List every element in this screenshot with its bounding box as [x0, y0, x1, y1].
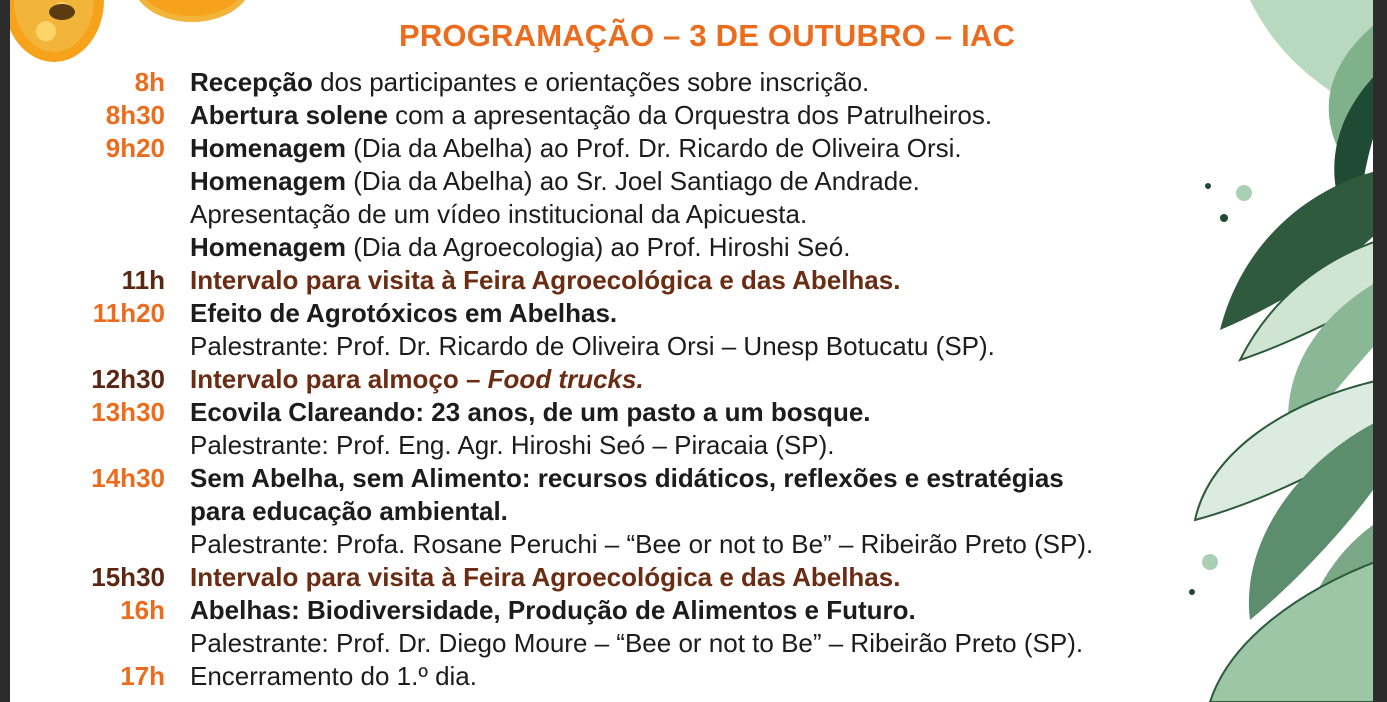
schedule-row [10, 561, 1210, 594]
schedule-row [10, 198, 1210, 231]
time-label: 13h30 [91, 397, 165, 427]
page-edge [1373, 0, 1380, 702]
schedule-row [10, 99, 1210, 132]
dot-decor [1202, 554, 1218, 570]
program-page [10, 0, 1380, 702]
schedule-text [190, 99, 992, 132]
schedule-lead: Homenagem [190, 166, 347, 196]
interval-text: Intervalo para visita à Feira Agroecológica e das Abelhas. [190, 265, 901, 295]
schedule-rest: com a apresentação da Orquestra dos Patrulheiros. [387, 100, 993, 130]
speaker-text: Palestrante: Prof. Dr. Ricardo de Oliveira Orsi – Unesp Botucatu (SP). [190, 331, 995, 361]
time-label: 16h [120, 595, 165, 625]
schedule-text [190, 165, 920, 198]
schedule-row [10, 132, 1210, 165]
schedule-lead: Abertura solene [190, 100, 388, 130]
schedule-text [190, 132, 962, 165]
schedule-row [10, 297, 1210, 330]
time-label: 11h20 [92, 298, 165, 328]
schedule-lead: Homenagem [190, 232, 347, 262]
schedule-row [10, 660, 1210, 693]
closing-text: Encerramento do 1.º dia. [190, 661, 477, 691]
speaker-text: Palestrante: Prof. Eng. Agr. Hiroshi Seó – Piracaia (SP). [190, 430, 835, 460]
time-label: 12h30 [91, 364, 165, 394]
interval-text [190, 363, 644, 396]
interval-italic: Food trucks. [487, 364, 644, 394]
dot-decor [1236, 185, 1252, 201]
talk-title: Abelhas: Biodiversidade, Produção de Alimentos e Futuro. [190, 595, 916, 625]
time-label: 15h30 [91, 562, 165, 592]
schedule-lead: Recepção [190, 67, 313, 97]
speaker-text: Palestrante: Prof. Dr. Diego Moure – “Bee or not to Be” – Ribeirão Preto (SP). [190, 628, 1084, 658]
time-label: 17h [120, 661, 165, 691]
schedule-row [10, 594, 1210, 627]
time-label: 9h20 [105, 133, 165, 163]
time-label: 11h [121, 265, 165, 295]
schedule-text [190, 66, 869, 99]
schedule-row [10, 396, 1210, 429]
interval-label: Intervalo para almoço – [190, 364, 488, 394]
schedule-row [10, 495, 1210, 528]
schedule-lead: Homenagem [190, 133, 347, 163]
time-label: 8h30 [105, 100, 165, 130]
talk-title-continued: para educação ambiental. [190, 496, 508, 526]
talk-title: Sem Abelha, sem Alimento: recursos didáticos, reflexões e estratégias [190, 463, 1064, 493]
honeycomb-badge [10, 0, 104, 62]
time-label: 8h [134, 67, 165, 97]
schedule-row [10, 231, 1210, 264]
bee-icon [49, 4, 75, 20]
schedule-text [190, 231, 850, 264]
schedule-row [10, 627, 1210, 660]
page-title: PROGRAMAÇÃO – 3 DE OUTUBRO – IAC [398, 18, 1016, 53]
schedule-rest: (Dia da Agroecologia) ao Prof. Hiroshi Seó. [346, 232, 851, 262]
schedule-row [10, 429, 1210, 462]
speaker-text: Palestrante: Profa. Rosane Peruchi – “Bee or not to Be” – Ribeirão Preto (SP). [190, 529, 1094, 559]
dot-decor [1220, 214, 1228, 222]
leaf-bottom-left [1210, 560, 1380, 702]
schedule-rest: (Dia da Abelha) ao Sr. Joel Santiago de Andrade. [346, 166, 920, 196]
schedule-rest: (Dia da Abelha) ao Prof. Dr. Ricardo de Oliveira Orsi. [346, 133, 962, 163]
talk-title: Efeito de Agrotóxicos em Abelhas. [190, 298, 618, 328]
talk-title: Ecovila Clareando: 23 anos, de um pasto a um bosque. [190, 397, 871, 427]
schedule-row [10, 66, 1210, 99]
top-decorative-circle [132, 0, 252, 22]
schedule-rest: dos participantes e orientações sobre inscrição. [312, 67, 870, 97]
schedule-row [10, 264, 1210, 297]
interval-text: Intervalo para visita à Feira Agroecológica e das Abelhas. [190, 562, 901, 592]
time-label: 14h30 [91, 463, 165, 493]
schedule-row [10, 363, 1210, 396]
schedule-row [10, 528, 1210, 561]
schedule-row [10, 330, 1210, 363]
tropical-leaves [1180, 0, 1380, 702]
schedule-list [10, 66, 1210, 693]
schedule-row [10, 462, 1210, 495]
dot-decor [1205, 183, 1211, 189]
schedule-row [10, 165, 1210, 198]
dot-decor [1189, 589, 1195, 595]
schedule-text: Apresentação de um vídeo institucional da Apicuesta. [190, 199, 808, 229]
